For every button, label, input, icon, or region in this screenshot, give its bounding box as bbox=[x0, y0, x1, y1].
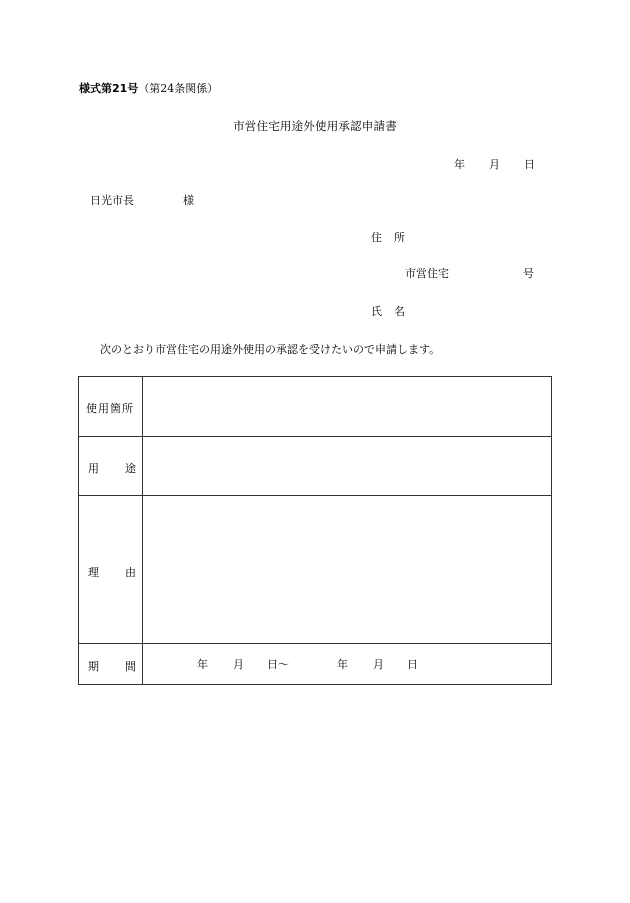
reason-label-1: 理 bbox=[88, 566, 99, 579]
addressee: 日光市長 bbox=[90, 194, 134, 207]
location-label: 使用箇所 bbox=[86, 402, 134, 415]
period-from-month: 月 bbox=[233, 658, 244, 671]
period-from-year: 年 bbox=[197, 658, 208, 671]
form-number-article: （第24条関係） bbox=[138, 82, 219, 95]
period-to-day: 日 bbox=[407, 658, 418, 671]
period-to-month: 月 bbox=[373, 658, 384, 671]
address-label-1: 住 bbox=[371, 231, 382, 244]
reason-label-cell bbox=[79, 496, 143, 644]
housing-label: 市営住宅 bbox=[405, 267, 449, 280]
table-row-period bbox=[79, 644, 552, 685]
location-value-cell[interactable] bbox=[143, 377, 552, 437]
period-label-cell bbox=[79, 644, 143, 685]
date-month-label: 月 bbox=[489, 158, 500, 171]
table-row-reason bbox=[79, 496, 552, 644]
purpose-label-cell bbox=[79, 437, 143, 496]
period-label-1: 期 bbox=[88, 660, 99, 673]
purpose-label-1: 用 bbox=[88, 462, 99, 475]
housing-number-label: 号 bbox=[523, 267, 534, 280]
name-label-1: 氏 bbox=[371, 305, 382, 318]
reason-value-cell[interactable] bbox=[143, 496, 552, 644]
date-year-label: 年 bbox=[454, 158, 465, 171]
period-value-cell[interactable] bbox=[143, 644, 552, 685]
period-label-2: 間 bbox=[125, 660, 136, 673]
purpose-value-cell[interactable] bbox=[143, 437, 552, 496]
form-number bbox=[79, 83, 218, 94]
purpose-label-2: 途 bbox=[125, 462, 136, 475]
period-from-day: 日～ bbox=[267, 658, 289, 671]
table-row-location bbox=[79, 377, 552, 437]
application-table bbox=[78, 376, 552, 685]
table-row-purpose bbox=[79, 437, 552, 496]
name-label-2: 名 bbox=[394, 305, 405, 318]
reason-label-2: 由 bbox=[125, 566, 136, 579]
document-title: 市営住宅用途外使用承認申請書 bbox=[233, 119, 397, 133]
period-to-year: 年 bbox=[337, 658, 348, 671]
form-number-main: 様式第21号 bbox=[79, 82, 139, 95]
date-day-label: 日 bbox=[524, 158, 535, 171]
location-label-cell bbox=[79, 377, 143, 437]
honorific: 様 bbox=[183, 194, 194, 207]
intro-text: 次のとおり市営住宅の用途外使用の承認を受けたいので申請します。 bbox=[100, 343, 441, 356]
address-label-2: 所 bbox=[394, 231, 405, 244]
